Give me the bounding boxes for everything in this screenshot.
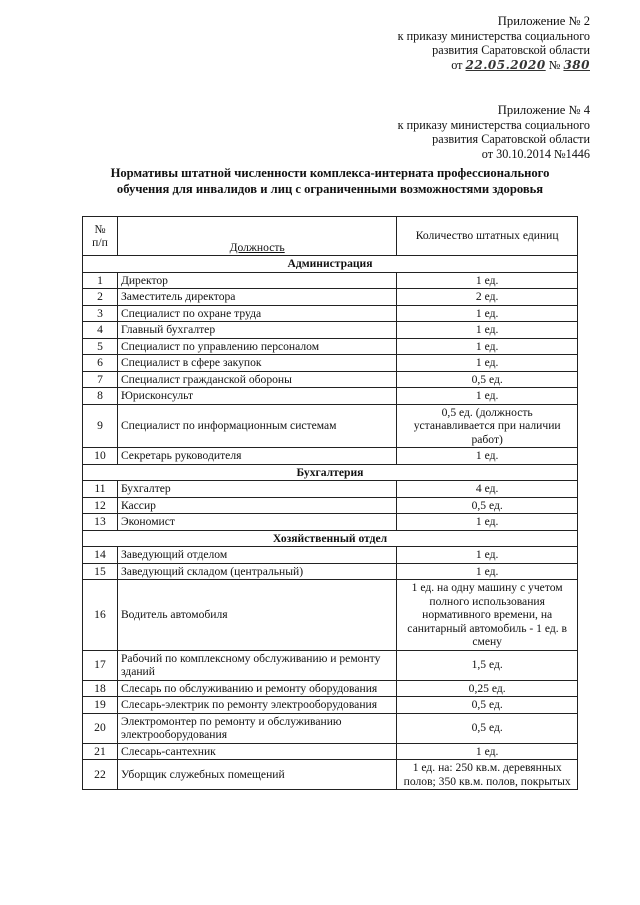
table-row: [83, 563, 578, 580]
row-position: Секретарь руководителя: [117, 448, 396, 465]
row-count: 1 ед.: [397, 547, 578, 564]
row-number: 22: [83, 760, 118, 790]
row-number: 16: [83, 580, 118, 651]
table-body: [83, 256, 578, 790]
table-row: [83, 580, 578, 651]
row-count: 0,25 ед.: [397, 680, 578, 697]
table-row: [83, 322, 578, 339]
section-title: Администрация: [83, 256, 578, 273]
row-count: 1 ед. на: 250 кв.м. деревянных полов; 350 кв.м. полов, покрытых: [397, 760, 578, 790]
row-count: 1 ед.: [397, 743, 578, 760]
row-count: 1 ед. на одну машину с учетом полного использования нормативного времени, на санитарный автомобиль - 1 ед. в смену: [397, 580, 578, 651]
table-row: [83, 289, 578, 306]
row-count: 1 ед.: [397, 322, 578, 339]
section-row: [83, 464, 578, 481]
table-row: [83, 371, 578, 388]
row-position: Заместитель директора: [117, 289, 396, 306]
row-position: Рабочий по комплексному обслуживанию и ремонту зданий: [117, 650, 396, 680]
annex-original-title: Приложение № 4: [497, 103, 590, 117]
header-number: № п/п: [83, 217, 118, 256]
table-row: [83, 697, 578, 714]
row-position: Директор: [117, 272, 396, 289]
row-position: Слесарь по обслуживанию и ремонту оборудования: [117, 680, 396, 697]
row-position: Слесарь-сантехник: [117, 743, 396, 760]
row-position: Специалист гражданской обороны: [117, 371, 396, 388]
table-row: [83, 680, 578, 697]
row-number: 15: [83, 563, 118, 580]
table-row: [83, 404, 578, 448]
annex-current-title: Приложение № 2: [497, 14, 590, 28]
row-position: Главный бухгалтер: [117, 322, 396, 339]
row-position: Водитель автомобиля: [117, 580, 396, 651]
annex-current-date-line: [398, 58, 590, 73]
row-number: 1: [83, 272, 118, 289]
row-position: Специалист по охране труда: [117, 305, 396, 322]
row-count: 0,5 ед.: [397, 371, 578, 388]
row-number: 7: [83, 371, 118, 388]
table-row: [83, 355, 578, 372]
row-position: Электромонтер по ремонту и обслуживанию электрооборудования: [117, 713, 396, 743]
row-number: 18: [83, 680, 118, 697]
row-number: 11: [83, 481, 118, 498]
annex-current-line1: к приказу министерства социального: [397, 28, 590, 43]
staffing-table: [82, 216, 578, 790]
row-number: 10: [83, 448, 118, 465]
row-position: Бухгалтер: [117, 481, 396, 498]
row-count: 1 ед.: [397, 563, 578, 580]
annex-original-line2: развития Саратовской области: [432, 132, 590, 146]
row-number: 5: [83, 338, 118, 355]
row-count: 0,5 ед.: [397, 497, 578, 514]
row-number: 2: [83, 289, 118, 306]
row-count: 1 ед.: [397, 388, 578, 405]
section-row: [83, 530, 578, 547]
row-position: Специалист по информационным системам: [117, 404, 396, 448]
table-row: [83, 388, 578, 405]
row-number: 14: [83, 547, 118, 564]
table-row: [83, 760, 578, 790]
row-number: 12: [83, 497, 118, 514]
table-row: [83, 338, 578, 355]
row-position: Слесарь-электрик по ремонту электрооборудования: [117, 697, 396, 714]
annex-original-line3: от 30.10.2014 №1446: [481, 146, 590, 161]
row-count: 0,5 ед.: [397, 697, 578, 714]
table-row: [83, 448, 578, 465]
handwritten-number: 380: [563, 57, 590, 72]
row-count: 1 ед.: [397, 514, 578, 531]
row-position: Специалист в сфере закупок: [117, 355, 396, 372]
row-count: 1 ед.: [397, 338, 578, 355]
document-title-line1: Нормативы штатной численности комплекса-интерната профессионального: [110, 166, 550, 180]
table-row: [83, 547, 578, 564]
row-number: 9: [83, 404, 118, 448]
handwritten-date: 22.05.2020: [465, 57, 546, 72]
annex-current-number-prefix: №: [548, 57, 561, 72]
row-number: 4: [83, 322, 118, 339]
row-position: Кассир: [117, 497, 396, 514]
table-row: [83, 713, 578, 743]
annex-current-date-prefix: от: [451, 57, 463, 72]
row-number: 21: [83, 743, 118, 760]
table-row: [83, 497, 578, 514]
document-title-line2: обучения для инвалидов и лиц с ограниченными возможностями здоровья: [116, 182, 544, 196]
row-position: Специалист по управлению персоналом: [117, 338, 396, 355]
table-row: [83, 514, 578, 531]
table-row: [83, 650, 578, 680]
section-title: Хозяйственный отдел: [83, 530, 578, 547]
row-count: 1,5 ед.: [397, 650, 578, 680]
table-header-row: [83, 217, 578, 256]
row-number: 6: [83, 355, 118, 372]
row-count: 0,5 ед.: [397, 713, 578, 743]
row-position: Экономист: [117, 514, 396, 531]
annex-current-block: [398, 14, 590, 72]
row-count: 1 ед.: [397, 272, 578, 289]
document-title: [60, 165, 600, 197]
table-row: [83, 743, 578, 760]
table-row: [83, 272, 578, 289]
header-position: Должность: [117, 217, 396, 256]
table-row: [83, 481, 578, 498]
row-position: Уборщик служебных помещений: [117, 760, 396, 790]
row-count: 4 ед.: [397, 481, 578, 498]
row-number: 8: [83, 388, 118, 405]
annex-original-line1: к приказу министерства социального: [397, 117, 590, 132]
row-number: 3: [83, 305, 118, 322]
row-number: 20: [83, 713, 118, 743]
section-row: [83, 256, 578, 273]
row-position: Заведующий складом (центральный): [117, 563, 396, 580]
row-number: 17: [83, 650, 118, 680]
row-count: 1 ед.: [397, 355, 578, 372]
table-row: [83, 305, 578, 322]
row-position: Заведующий отделом: [117, 547, 396, 564]
row-count: 1 ед.: [397, 305, 578, 322]
row-count: 2 ед.: [397, 289, 578, 306]
row-position: Юрисконсульт: [117, 388, 396, 405]
row-count: 0,5 ед. (должность устанавливается при наличии работ): [397, 404, 578, 448]
header-count: Количество штатных единиц: [397, 217, 578, 256]
row-number: 13: [83, 514, 118, 531]
row-count: 1 ед.: [397, 448, 578, 465]
section-title: Бухгалтерия: [83, 464, 578, 481]
annex-current-line2: развития Саратовской области: [432, 43, 590, 57]
row-number: 19: [83, 697, 118, 714]
annex-original-block: [398, 103, 590, 161]
